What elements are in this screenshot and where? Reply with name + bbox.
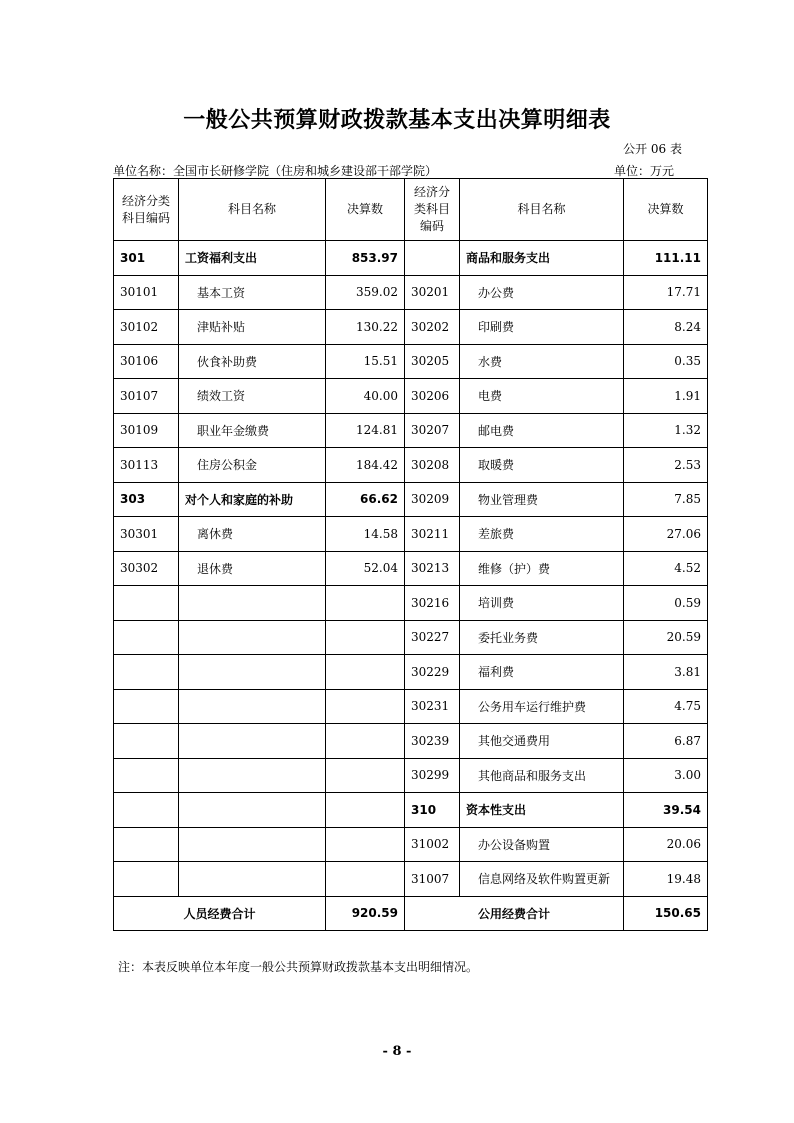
- table-row: [114, 517, 708, 552]
- left-amount-cell: 853.97: [326, 241, 405, 276]
- right-amount-cell: 39.54: [624, 793, 708, 828]
- right-amount-cell: 0.35: [624, 344, 708, 379]
- left-amount-cell: 359.02: [326, 275, 405, 310]
- table-row: [114, 724, 708, 759]
- right-code-cell: 30229: [405, 655, 460, 690]
- right-code-cell: 30209: [405, 482, 460, 517]
- left-code-cell: [114, 689, 179, 724]
- table-row: [114, 758, 708, 793]
- right-name-cell: 委托业务费: [460, 620, 624, 655]
- left-code-cell: [114, 586, 179, 621]
- left-name-cell: 工资福利支出: [179, 241, 326, 276]
- table-row: [114, 310, 708, 345]
- table-row: [114, 275, 708, 310]
- left-amount-cell: [326, 758, 405, 793]
- right-name-cell: 电费: [460, 379, 624, 414]
- table-row: [114, 551, 708, 586]
- right-name-cell: 其他商品和服务支出: [460, 758, 624, 793]
- left-amount-cell: 130.22: [326, 310, 405, 345]
- public-total-label: 公用经费合计: [405, 896, 624, 930]
- right-code-cell: 31002: [405, 827, 460, 862]
- left-name-cell: 伙食补助费: [179, 344, 326, 379]
- right-code-cell: 30207: [405, 413, 460, 448]
- left-name-cell: 住房公积金: [179, 448, 326, 483]
- right-amount-cell: 3.00: [624, 758, 708, 793]
- left-name-cell: [179, 655, 326, 690]
- right-amount-cell: 7.85: [624, 482, 708, 517]
- right-amount-cell: 17.71: [624, 275, 708, 310]
- right-name-cell: 办公设备购置: [460, 827, 624, 862]
- left-name-cell: 绩效工资: [179, 379, 326, 414]
- table-row: [114, 655, 708, 690]
- left-amount-cell: [326, 586, 405, 621]
- right-name-cell: 差旅费: [460, 517, 624, 552]
- right-amount-cell: 0.59: [624, 586, 708, 621]
- left-name-cell: [179, 689, 326, 724]
- left-code-cell: [114, 655, 179, 690]
- currency-unit-label: 单位：万元: [613, 164, 674, 178]
- right-name-cell: 办公费: [460, 275, 624, 310]
- header-right-name: 科目名称: [460, 179, 624, 241]
- right-amount-cell: 27.06: [624, 517, 708, 552]
- left-code-cell: [114, 862, 179, 897]
- table-row: [114, 241, 708, 276]
- right-code-cell: 310: [405, 793, 460, 828]
- left-amount-cell: [326, 620, 405, 655]
- table-row: [114, 620, 708, 655]
- right-name-cell: 福利费: [460, 655, 624, 690]
- left-code-cell: [114, 827, 179, 862]
- left-amount-cell: [326, 689, 405, 724]
- left-name-cell: [179, 862, 326, 897]
- right-amount-cell: 3.81: [624, 655, 708, 690]
- left-code-cell: 303: [114, 482, 179, 517]
- left-name-cell: 离休费: [179, 517, 326, 552]
- right-name-cell: 邮电费: [460, 413, 624, 448]
- table-row: [114, 827, 708, 862]
- header-left-amount: 决算数: [326, 179, 405, 241]
- form-number: 公开 06 表: [623, 142, 682, 156]
- left-name-cell: [179, 827, 326, 862]
- personnel-total-label: 人员经费合计: [114, 896, 326, 930]
- left-name-cell: [179, 620, 326, 655]
- left-amount-cell: [326, 862, 405, 897]
- left-amount-cell: [326, 793, 405, 828]
- right-code-cell: 30239: [405, 724, 460, 759]
- right-name-cell: 维修（护）费: [460, 551, 624, 586]
- right-amount-cell: 20.59: [624, 620, 708, 655]
- left-amount-cell: [326, 655, 405, 690]
- right-amount-cell: 6.87: [624, 724, 708, 759]
- table-note: 注：本表反映单位本年度一般公共预算财政拨款基本支出明细情况。: [118, 960, 479, 974]
- totals-row: [114, 896, 708, 930]
- left-code-cell: 301: [114, 241, 179, 276]
- left-code-cell: 30113: [114, 448, 179, 483]
- left-code-cell: [114, 620, 179, 655]
- right-code-cell: 30202: [405, 310, 460, 345]
- table-row: [114, 344, 708, 379]
- left-name-cell: 退休费: [179, 551, 326, 586]
- left-code-cell: 30101: [114, 275, 179, 310]
- budget-detail-table: [113, 178, 708, 931]
- table-row: [114, 862, 708, 897]
- right-amount-cell: 8.24: [624, 310, 708, 345]
- header-left-name: 科目名称: [179, 179, 326, 241]
- unit-name-label: 单位名称：全国市长研修学院（住房和城乡建设部干部学院）: [113, 164, 438, 178]
- right-code-cell: 30206: [405, 379, 460, 414]
- left-name-cell: [179, 793, 326, 828]
- right-code-cell: 30205: [405, 344, 460, 379]
- right-name-cell: 培训费: [460, 586, 624, 621]
- right-code-cell: 30201: [405, 275, 460, 310]
- right-amount-cell: 19.48: [624, 862, 708, 897]
- table-row: [114, 793, 708, 828]
- left-name-cell: [179, 758, 326, 793]
- left-code-cell: 30107: [114, 379, 179, 414]
- left-code-cell: 30302: [114, 551, 179, 586]
- left-name-cell: [179, 724, 326, 759]
- left-code-cell: [114, 793, 179, 828]
- personnel-total-amount: 920.59: [326, 896, 405, 930]
- left-amount-cell: 15.51: [326, 344, 405, 379]
- right-code-cell: 30299: [405, 758, 460, 793]
- right-name-cell: 信息网络及软件购置更新: [460, 862, 624, 897]
- right-amount-cell: 2.53: [624, 448, 708, 483]
- left-amount-cell: [326, 827, 405, 862]
- left-amount-cell: 184.42: [326, 448, 405, 483]
- right-code-cell: 30216: [405, 586, 460, 621]
- left-code-cell: 30102: [114, 310, 179, 345]
- page-title: 一般公共预算财政拨款基本支出决算明细表: [183, 108, 611, 133]
- left-amount-cell: [326, 724, 405, 759]
- right-amount-cell: 111.11: [624, 241, 708, 276]
- table-row: [114, 689, 708, 724]
- left-code-cell: 30301: [114, 517, 179, 552]
- right-name-cell: 其他交通费用: [460, 724, 624, 759]
- left-code-cell: 30109: [114, 413, 179, 448]
- right-amount-cell: 20.06: [624, 827, 708, 862]
- left-name-cell: 基本工资: [179, 275, 326, 310]
- left-amount-cell: 40.00: [326, 379, 405, 414]
- left-amount-cell: 14.58: [326, 517, 405, 552]
- left-name-cell: [179, 586, 326, 621]
- right-code-cell: 30227: [405, 620, 460, 655]
- table-row: [114, 482, 708, 517]
- right-code-cell: 30211: [405, 517, 460, 552]
- right-name-cell: 公务用车运行维护费: [460, 689, 624, 724]
- right-amount-cell: 4.52: [624, 551, 708, 586]
- right-name-cell: 商品和服务支出: [460, 241, 624, 276]
- right-code-cell: 30231: [405, 689, 460, 724]
- left-code-cell: 30106: [114, 344, 179, 379]
- left-name-cell: 职业年金缴费: [179, 413, 326, 448]
- table-header-row: [114, 179, 708, 241]
- right-amount-cell: 1.32: [624, 413, 708, 448]
- right-name-cell: 资本性支出: [460, 793, 624, 828]
- public-total-amount: 150.65: [624, 896, 708, 930]
- left-name-cell: 津贴补贴: [179, 310, 326, 345]
- left-name-cell: 对个人和家庭的补助: [179, 482, 326, 517]
- left-amount-cell: 124.81: [326, 413, 405, 448]
- header-right-code: 经济分 类科目 编码: [405, 179, 460, 241]
- header-right-amount: 决算数: [624, 179, 708, 241]
- table-row: [114, 586, 708, 621]
- right-amount-cell: 4.75: [624, 689, 708, 724]
- right-code-cell: 31007: [405, 862, 460, 897]
- right-code-cell: [405, 241, 460, 276]
- left-code-cell: [114, 758, 179, 793]
- right-code-cell: 30213: [405, 551, 460, 586]
- right-name-cell: 物业管理费: [460, 482, 624, 517]
- table-row: [114, 413, 708, 448]
- left-code-cell: [114, 724, 179, 759]
- right-amount-cell: 1.91: [624, 379, 708, 414]
- table-row: [114, 379, 708, 414]
- left-amount-cell: 66.62: [326, 482, 405, 517]
- left-amount-cell: 52.04: [326, 551, 405, 586]
- page-number: - 8 -: [382, 1044, 412, 1059]
- right-name-cell: 水费: [460, 344, 624, 379]
- right-name-cell: 印刷费: [460, 310, 624, 345]
- right-name-cell: 取暖费: [460, 448, 624, 483]
- right-code-cell: 30208: [405, 448, 460, 483]
- header-left-code: 经济分类 科目编码: [114, 179, 179, 241]
- table-row: [114, 448, 708, 483]
